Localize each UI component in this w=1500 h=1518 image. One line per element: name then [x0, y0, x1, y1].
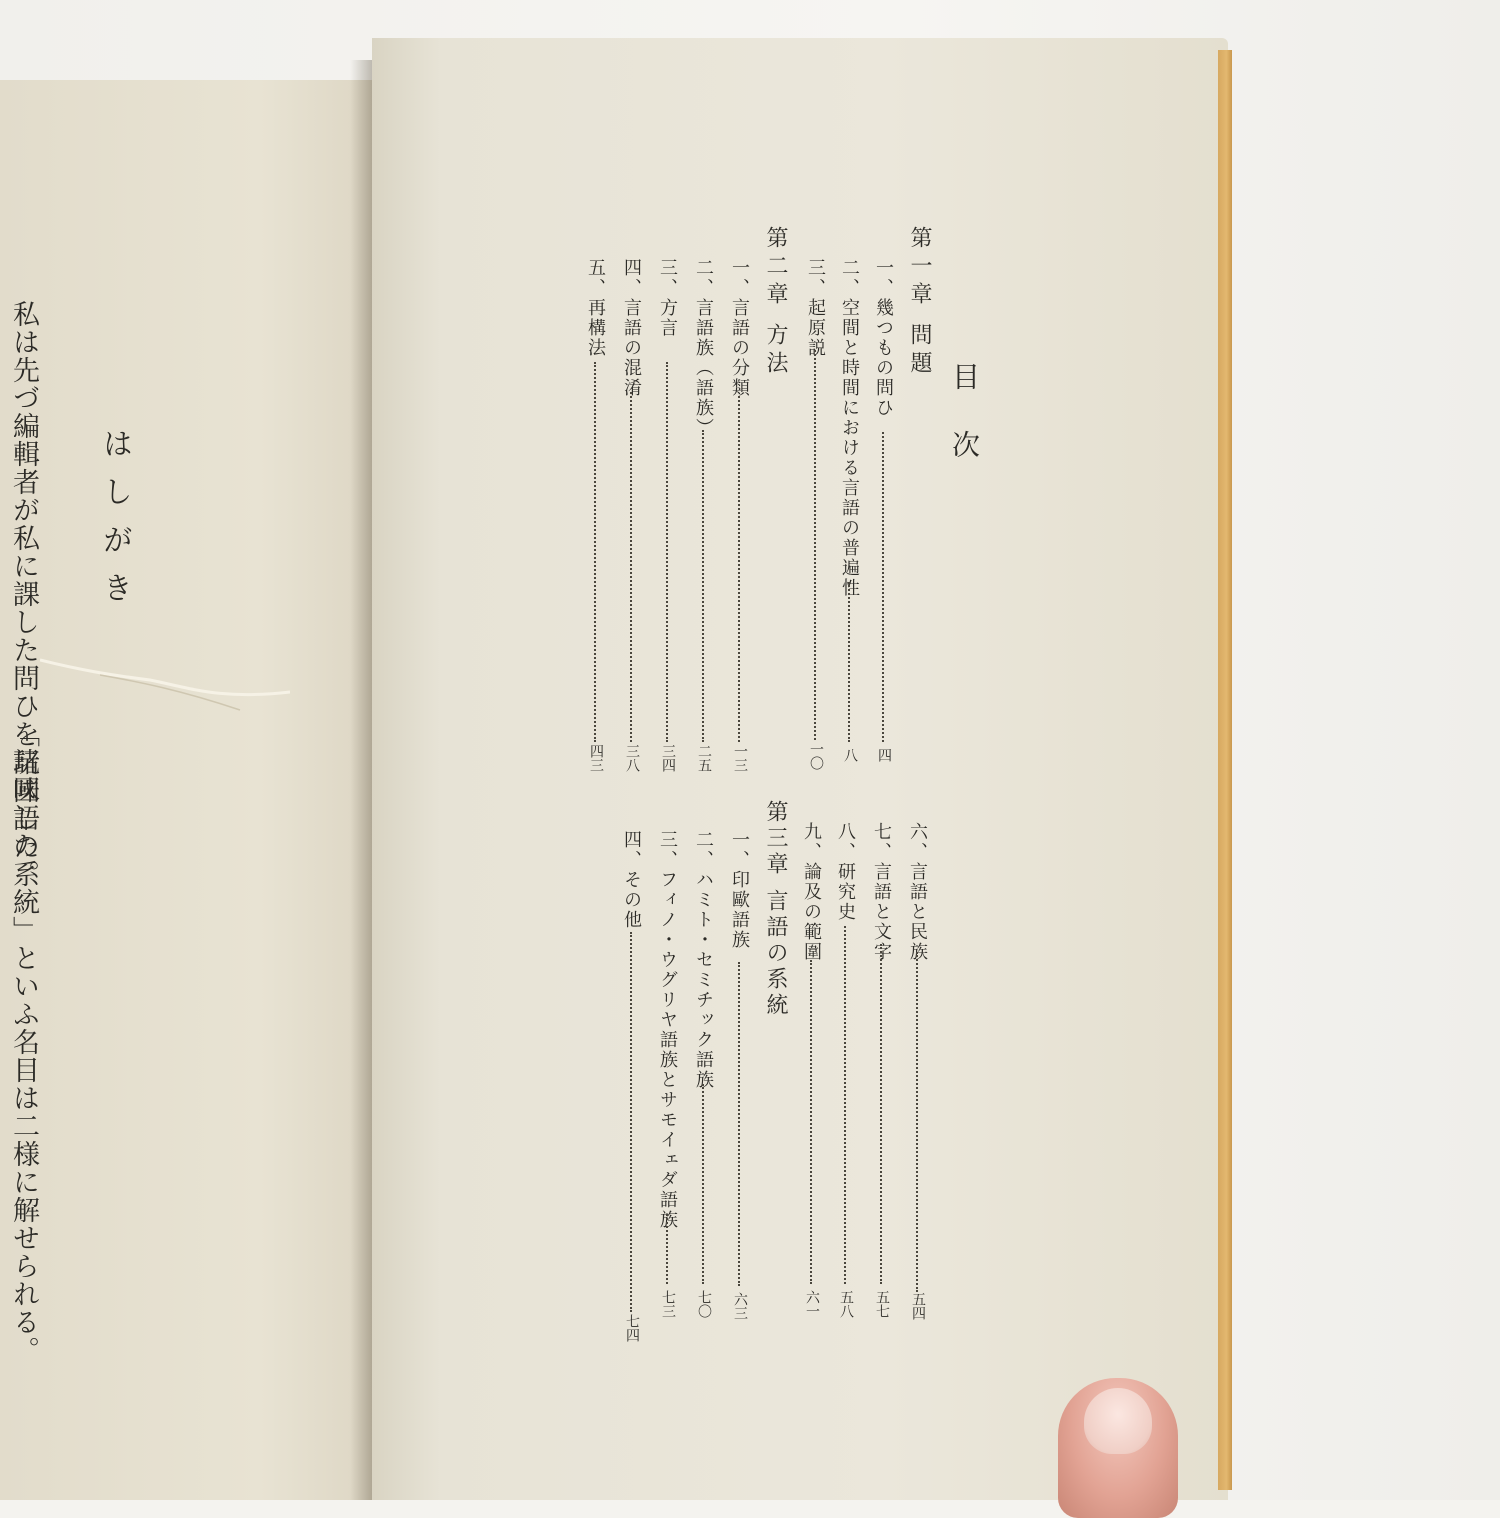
chapter-3-title: 第三章 言語の系統: [763, 800, 788, 1019]
thumbnail-nail: [1084, 1388, 1152, 1454]
toc-entry: [690, 830, 716, 1090]
leader-dots: [916, 952, 918, 1292]
toc-entry-label: 印歐語族: [729, 870, 750, 950]
toc-entry-page: 四: [876, 748, 892, 762]
toc-entry-num: 七、: [871, 822, 892, 862]
toc-entry-label: 言語の分類: [729, 298, 750, 398]
leader-dots: [630, 392, 632, 742]
toc-entry-page: 八: [842, 748, 858, 762]
toc-entry-label: 言語族（語族）: [693, 298, 714, 438]
toc-entry-num: 九、: [801, 822, 822, 862]
page-crease: [40, 640, 290, 720]
toc-entry-label: ハミト・セミチック語族: [693, 870, 714, 1090]
toc-entry-num: 四、: [621, 830, 642, 870]
chapter-1-title: 第一章 問題: [907, 226, 932, 379]
toc-entry-page: 六三: [732, 1292, 748, 1320]
leader-dots: [702, 1084, 704, 1284]
toc-entry-label: 言語と文字: [871, 862, 892, 962]
preface-line-2: 「諸國語の系統」といふ名目は二様に解せられる。: [8, 720, 39, 1364]
toc-entry: [870, 258, 896, 418]
toc-entry-num: 一、: [729, 830, 750, 870]
toc-entry: [618, 258, 644, 398]
preface-line-1: 私は先づ編輯者が私に課した問ひを玩味した。: [8, 300, 39, 888]
toc-entry: [868, 822, 894, 962]
toc-entry-page: 四三: [588, 744, 604, 772]
toc-entry-page: 二五: [696, 744, 712, 772]
leader-dots: [814, 350, 816, 740]
right-page: [372, 38, 1228, 1500]
toc-entry: [832, 822, 858, 922]
toc-entry: [798, 822, 824, 962]
toc-entry-page: 三四: [660, 744, 676, 772]
toc-entry-num: 六、: [907, 822, 928, 862]
toc-entry: [904, 822, 930, 962]
toc-entry-page: 六一: [804, 1290, 820, 1318]
toc-heading: 目次: [948, 362, 981, 498]
toc-entry-label: 言語の混淆: [621, 298, 642, 398]
toc-entry-label: 幾つもの問ひ: [873, 298, 894, 418]
toc-entry-page: 三八: [624, 744, 640, 772]
leader-dots: [702, 430, 704, 742]
toc-entry-num: 二、: [693, 830, 714, 870]
toc-entry-page: 五七: [874, 1290, 890, 1318]
toc-entry-label: 研究史: [835, 862, 856, 922]
toc-entry: [726, 258, 752, 398]
leader-dots: [810, 960, 812, 1284]
leader-dots: [666, 1214, 668, 1284]
leader-dots: [738, 396, 740, 742]
toc-entry: [582, 258, 608, 358]
toc-entry: [726, 830, 752, 950]
toc-entry-num: 二、: [693, 258, 714, 298]
toc-entry-num: 八、: [835, 822, 856, 862]
toc-entry-num: 三、: [657, 258, 678, 298]
leader-dots: [738, 962, 740, 1286]
toc-entry-page: 七三: [660, 1290, 676, 1318]
toc-entry-num: 四、: [621, 258, 642, 298]
toc-entry: [802, 258, 828, 358]
toc-entry-num: 三、: [805, 258, 826, 298]
toc-entry: [654, 258, 680, 338]
toc-entry-page: 一三: [732, 744, 748, 772]
toc-entry-label: 起原説: [805, 298, 826, 358]
thumb: [1058, 1378, 1178, 1518]
toc-entry-num: 二、: [839, 258, 860, 298]
toc-entry-num: 五、: [585, 258, 606, 298]
toc-entry-label: 再構法: [585, 298, 606, 358]
toc-entry-page: 五八: [838, 1290, 854, 1318]
toc-entry-label: 言語と民族: [907, 862, 928, 962]
toc-entry-label: 方言: [657, 298, 678, 338]
leader-dots: [882, 432, 884, 742]
toc-entry: [690, 258, 716, 438]
toc-entry-page: 一〇: [808, 742, 824, 770]
leader-dots: [594, 362, 596, 742]
chapter-2-title: 第二章 方法: [763, 226, 788, 379]
leader-dots: [848, 582, 850, 742]
toc-entry-label: 論及の範圍: [801, 862, 822, 962]
leader-dots: [844, 926, 846, 1284]
toc-entry: [618, 830, 644, 930]
toc-entry-page: 七〇: [696, 1290, 712, 1318]
leader-dots: [880, 944, 882, 1284]
toc-entry-label: 空間と時間における言語の普遍性: [839, 298, 860, 598]
left-page: [0, 80, 372, 1500]
toc-entry: [654, 830, 680, 1230]
toc-entry-num: 一、: [729, 258, 750, 298]
toc-entry-num: 一、: [873, 258, 894, 298]
toc-entry-page: 七四: [624, 1314, 640, 1342]
toc-entry-num: 三、: [657, 830, 678, 870]
leader-dots: [666, 362, 668, 742]
toc-entry-label: フィノ・ウグリヤ語族とサモイェダ語族: [657, 870, 678, 1230]
toc-entry: [836, 258, 862, 598]
toc-entry-page: 五四: [910, 1292, 926, 1320]
preface-title: はしがき: [97, 428, 132, 620]
book-cover-edge: [1218, 50, 1232, 1490]
toc-entry-label: その他: [621, 870, 642, 930]
leader-dots: [630, 932, 632, 1312]
